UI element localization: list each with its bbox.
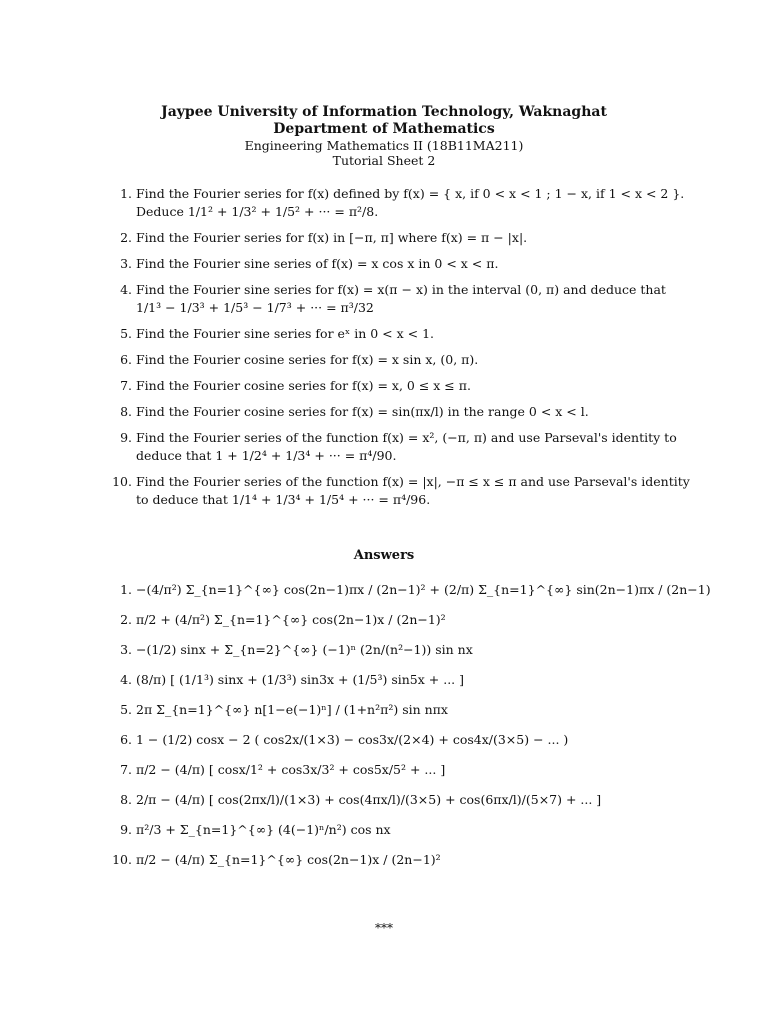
question-text: Find the Fourier cosine series for f(x) = sin(πx/l) in the range 0 < x < l. bbox=[136, 404, 589, 419]
question-item bbox=[112, 326, 708, 341]
question-text: Find the Fourier series of the function f(x) = x², (−π, π) and use Parseval's identity to bbox=[136, 430, 677, 445]
answer-number: 1. bbox=[120, 582, 132, 597]
question-number: 8. bbox=[120, 404, 132, 419]
answer-text: 1 − (1/2) cosx − 2 ( cos2x/(1×3) − cos3x/(2×4) + cos4x/(3×5) − ... ) bbox=[136, 732, 569, 747]
answer-item bbox=[112, 792, 672, 822]
question-subtext: 1/1³ − 1/3³ + 1/5³ − 1/7³ + ··· = π³/32 bbox=[136, 300, 374, 315]
question-item bbox=[112, 474, 708, 507]
answer-number: 4. bbox=[120, 672, 132, 687]
question-item bbox=[112, 352, 708, 367]
answer-text: π/2 − (4/π) Σ_{n=1}^{∞} cos(2n−1)x / (2n−1)² bbox=[136, 852, 441, 867]
question-text: Find the Fourier cosine series for f(x) = x, 0 ≤ x ≤ π. bbox=[136, 378, 471, 393]
question-item bbox=[112, 404, 708, 419]
answer-text: 2π Σ_{n=1}^{∞} n[1−e(−1)ⁿ] / (1+n²π²) sin nπx bbox=[136, 702, 448, 717]
question-item bbox=[112, 378, 708, 393]
answer-item bbox=[112, 732, 672, 762]
answer-number: 6. bbox=[120, 732, 132, 747]
question-number: 2. bbox=[120, 230, 132, 245]
university-name: Jaypee University of Information Technology, Waknaghat bbox=[161, 104, 607, 120]
answer-list bbox=[112, 582, 711, 882]
question-item bbox=[112, 186, 708, 219]
question-item bbox=[112, 230, 708, 245]
answer-item bbox=[112, 852, 672, 882]
answer-item bbox=[112, 672, 672, 702]
question-number: 4. bbox=[120, 282, 132, 297]
question-text: Find the Fourier series of the function f(x) = |x|, −π ≤ x ≤ π and use Parseval's identity bbox=[136, 474, 690, 489]
question-text: Find the Fourier series for f(x) in [−π, π] where f(x) = π − |x|. bbox=[136, 230, 528, 245]
answer-number: 5. bbox=[120, 702, 132, 717]
question-number: 6. bbox=[120, 352, 132, 367]
question-subtext: Deduce 1/1² + 1/3² + 1/5² + ··· = π²/8. bbox=[136, 204, 379, 219]
answer-text: −(1/2) sinx + Σ_{n=2}^{∞} (−1)ⁿ (2n/(n²−1)) sin nx bbox=[136, 642, 473, 657]
question-subtext: to deduce that 1/1⁴ + 1/3⁴ + 1/5⁴ + ··· = π⁴/96. bbox=[136, 492, 431, 507]
answer-number: 2. bbox=[120, 612, 132, 627]
question-number: 7. bbox=[120, 378, 132, 393]
question-text: Find the Fourier series for f(x) defined by f(x) = { x, if 0 < x < 1 ; 1 − x, if 1 < x < 2 }. bbox=[136, 186, 685, 201]
question-text: Find the Fourier sine series of f(x) = x cos x in 0 < x < π. bbox=[136, 256, 499, 271]
answer-item bbox=[112, 642, 672, 672]
answer-number: 3. bbox=[120, 642, 132, 657]
end-mark: *** bbox=[375, 921, 393, 935]
answer-number: 8. bbox=[120, 792, 132, 807]
answer-item bbox=[112, 582, 711, 612]
question-item bbox=[112, 430, 708, 463]
question-number: 3. bbox=[120, 256, 132, 271]
question-subtext: deduce that 1 + 1/2⁴ + 1/3⁴ + ··· = π⁴/90. bbox=[136, 448, 397, 463]
answer-text: π²/3 + Σ_{n=1}^{∞} (4(−1)ⁿ/n²) cos nx bbox=[136, 822, 391, 837]
sheet-title: Tutorial Sheet 2 bbox=[332, 153, 436, 168]
answer-number: 7. bbox=[120, 762, 132, 777]
answer-text: (8/π) [ (1/1³) sinx + (1/3³) sin3x + (1/5³) sin5x + ... ] bbox=[136, 672, 464, 687]
answer-item bbox=[112, 612, 672, 642]
answer-item bbox=[112, 702, 672, 732]
answer-text: 2/π − (4/π) [ cos(2πx/l)/(1×3) + cos(4πx/l)/(3×5) + cos(6πx/l)/(5×7) + ... ] bbox=[136, 792, 602, 807]
question-number: 5. bbox=[120, 326, 132, 341]
answers-heading: Answers bbox=[353, 548, 415, 563]
answer-text: π/2 − (4/π) [ cosx/1² + cos3x/3² + cos5x/5² + ... ] bbox=[136, 762, 446, 777]
question-list bbox=[112, 186, 708, 518]
answer-number: 9. bbox=[120, 822, 132, 837]
department-name: Department of Mathematics bbox=[273, 121, 495, 137]
question-item bbox=[112, 282, 708, 315]
question-text: Find the Fourier cosine series for f(x) = x sin x, (0, π). bbox=[136, 352, 479, 367]
question-number: 1. bbox=[120, 186, 132, 201]
question-text: Find the Fourier sine series for f(x) = x(π − x) in the interval (0, π) and deduce that bbox=[136, 282, 666, 297]
course-name: Engineering Mathematics II (18B11MA211) bbox=[244, 138, 524, 153]
question-item bbox=[112, 256, 708, 271]
answer-text: π/2 + (4/π²) Σ_{n=1}^{∞} cos(2n−1)x / (2n−1)² bbox=[136, 612, 446, 627]
answer-number: 10. bbox=[112, 852, 132, 867]
answer-text: −(4/π²) Σ_{n=1}^{∞} cos(2n−1)πx / (2n−1)² + (2/π) Σ_{n=1}^{∞} sin(2n−1)πx / (2n−1) bbox=[136, 582, 711, 597]
question-number: 9. bbox=[120, 430, 132, 445]
question-text: Find the Fourier sine series for eˣ in 0 < x < 1. bbox=[136, 326, 434, 341]
answer-item bbox=[112, 822, 672, 852]
document-header bbox=[0, 104, 768, 168]
question-number: 10. bbox=[112, 474, 132, 489]
answer-item bbox=[112, 762, 672, 792]
